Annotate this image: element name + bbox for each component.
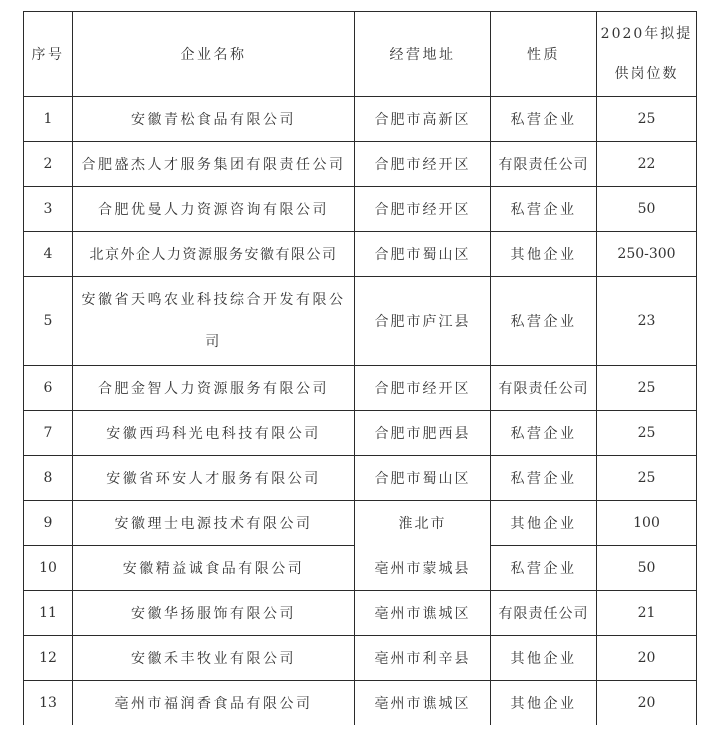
- cell-address: 亳州市利辛县: [355, 636, 491, 681]
- cell-index: 3: [24, 187, 73, 232]
- cell-company: 安徽青松食品有限公司: [73, 97, 355, 142]
- header-row: [24, 12, 697, 97]
- cell-positions: 21: [597, 591, 697, 636]
- cell-address: 合肥市经开区: [355, 366, 491, 411]
- cell-company: 合肥金智人力资源服务有限公司: [73, 366, 355, 411]
- table-row: [24, 142, 697, 187]
- table-row: [24, 97, 697, 142]
- cell-positions: 50: [597, 546, 697, 591]
- table-row: [24, 501, 697, 546]
- cell-positions: 25: [597, 456, 697, 501]
- header-positions: 2020年拟提供岗位数: [597, 12, 697, 97]
- cell-nature: 私营企业: [491, 456, 597, 501]
- cell-address: 合肥市经开区: [355, 187, 491, 232]
- cell-positions: 20: [597, 681, 697, 726]
- cell-positions: 25: [597, 411, 697, 456]
- cell-company: 安徽省天鸣农业科技综合开发有限公司: [73, 277, 355, 366]
- cell-company: 安徽精益诚食品有限公司: [73, 546, 355, 591]
- cell-company: 安徽理士电源技术有限公司: [73, 501, 355, 546]
- cell-company: 亳州市福润香食品有限公司: [73, 681, 355, 726]
- cell-index: 10: [24, 546, 73, 591]
- cell-company: 安徽华扬服饰有限公司: [73, 591, 355, 636]
- cell-address: 淮北市: [355, 501, 491, 546]
- cell-address: 合肥市肥西县: [355, 411, 491, 456]
- cell-nature: 其他企业: [491, 232, 597, 277]
- cell-index: 5: [24, 277, 73, 366]
- cell-address: 亳州市谯城区: [355, 591, 491, 636]
- table-row: [24, 411, 697, 456]
- cell-nature: 其他企业: [491, 681, 597, 726]
- cell-index: 9: [24, 501, 73, 546]
- cell-positions: 250-300: [597, 232, 697, 277]
- cell-index: 12: [24, 636, 73, 681]
- cell-index: 6: [24, 366, 73, 411]
- cell-positions: 25: [597, 97, 697, 142]
- cell-company: 安徽西玛科光电科技有限公司: [73, 411, 355, 456]
- cell-index: 7: [24, 411, 73, 456]
- cell-index: 2: [24, 142, 73, 187]
- cell-index: 1: [24, 97, 73, 142]
- cell-nature: 私营企业: [491, 411, 597, 456]
- header-company: 企业名称: [73, 12, 355, 97]
- cell-address: 合肥市高新区: [355, 97, 491, 142]
- cell-nature: 其他企业: [491, 636, 597, 681]
- cell-index: 13: [24, 681, 73, 726]
- cell-positions: 50: [597, 187, 697, 232]
- table-row: [24, 456, 697, 501]
- table-row: [24, 187, 697, 232]
- cell-address: 亳州市蒙城县: [355, 546, 491, 591]
- cell-index: 4: [24, 232, 73, 277]
- cell-positions: 20: [597, 636, 697, 681]
- cell-nature: 有限责任公司: [491, 366, 597, 411]
- table-row: [24, 277, 697, 366]
- cell-nature: 其他企业: [491, 501, 597, 546]
- cell-nature: 有限责任公司: [491, 142, 597, 187]
- cell-positions: 25: [597, 366, 697, 411]
- cell-address: 合肥市蜀山区: [355, 232, 491, 277]
- cell-company: 合肥优曼人力资源咨询有限公司: [73, 187, 355, 232]
- table-row: [24, 591, 697, 636]
- cell-nature: 私营企业: [491, 187, 597, 232]
- cell-company: 安徽禾丰牧业有限公司: [73, 636, 355, 681]
- cell-company: 北京外企人力资源服务安徽有限公司: [73, 232, 355, 277]
- cell-address: 合肥市庐江县: [355, 277, 491, 366]
- table-row: [24, 681, 697, 726]
- table-row: [24, 636, 697, 681]
- table-row: [24, 232, 697, 277]
- cell-address: 亳州市谯城区: [355, 681, 491, 726]
- table-row: [24, 366, 697, 411]
- cell-nature: 私营企业: [491, 546, 597, 591]
- cell-index: 8: [24, 456, 73, 501]
- cell-company: 安徽省环安人才服务有限公司: [73, 456, 355, 501]
- cell-nature: 有限责任公司: [491, 591, 597, 636]
- header-address: 经营地址: [355, 12, 491, 97]
- cell-address: 合肥市经开区: [355, 142, 491, 187]
- header-index: 序号: [24, 12, 73, 97]
- enterprise-table: [23, 11, 697, 725]
- cell-positions: 100: [597, 501, 697, 546]
- cell-company: 合肥盛杰人才服务集团有限责任公司: [73, 142, 355, 187]
- header-nature: 性质: [491, 12, 597, 97]
- cell-nature: 私营企业: [491, 97, 597, 142]
- cell-positions: 22: [597, 142, 697, 187]
- cell-positions: 23: [597, 277, 697, 366]
- table-row: [24, 546, 697, 591]
- cell-nature: 私营企业: [491, 277, 597, 366]
- cell-index: 11: [24, 591, 73, 636]
- cell-address: 合肥市蜀山区: [355, 456, 491, 501]
